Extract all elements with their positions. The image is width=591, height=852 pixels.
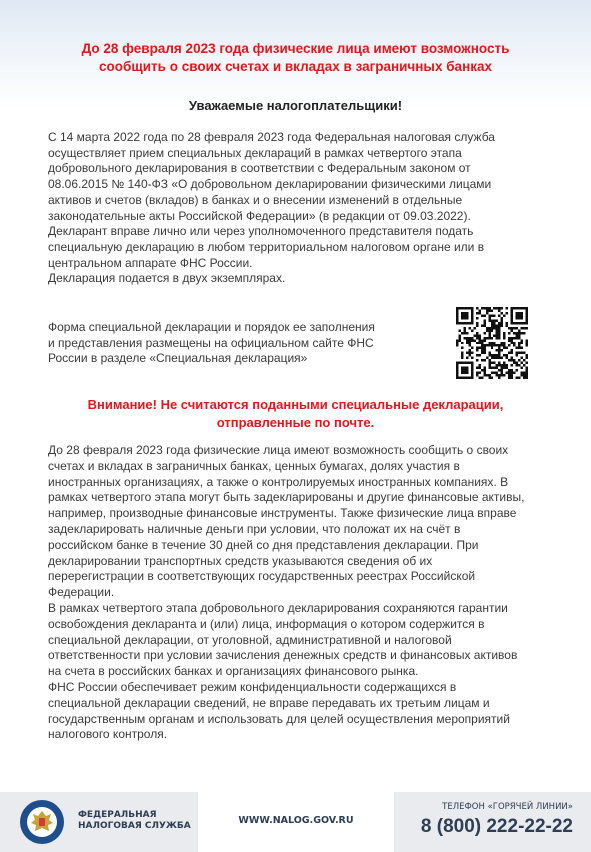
warning-line-1: Внимание! Не считаются поданными специальные декларации,: [87, 397, 504, 412]
text-line: осуществляет прием специальных деклараций в рамках четвертого этапа: [48, 145, 462, 160]
text-line: активов и счетов (вкладов) в банках и о внесении изменений в отдельные: [48, 192, 463, 207]
text-line: российском банке в течение 30 дней со дня представления декларации. При: [48, 537, 479, 552]
text-line: государственным органам и использовать для целей осуществления мероприятий: [48, 711, 510, 726]
org-name-line-1: ФЕДЕРАЛЬНАЯ: [78, 810, 157, 820]
text-line: налогового контроля.: [48, 727, 168, 742]
org-name-line-2: НАЛОГОВАЯ СЛУЖБА: [78, 821, 191, 831]
text-line: Форма специальной декларации и порядок ее заполнения: [48, 320, 375, 334]
text-line: Декларант вправе лично или через уполномоченного представителя подать: [48, 224, 474, 239]
text-line: и представления размещены на официальном сайте ФНС: [48, 335, 374, 350]
hotline-phone[interactable]: 8 (800) 222-22-22: [420, 816, 573, 837]
warning-line-2: отправленные по почте.: [216, 415, 375, 430]
text-line: Федерации.: [48, 585, 115, 600]
qr-code-icon[interactable]: [456, 307, 528, 379]
details-paragraph: [48, 443, 548, 743]
text-line: 08.06.2015 № 140-ФЗ «О добровольном декларировании физическими лицами: [48, 177, 492, 192]
text-line: С 14 марта 2022 года по 28 февраля 2023 года Федеральная налоговая служба: [48, 130, 495, 144]
text-line: ФНС России обеспечивает режим конфиденциальности содержащихся в: [48, 679, 457, 694]
org-name: [78, 810, 191, 832]
text-line: например, производные финансовые инструменты. Также физические лица вправе: [48, 506, 517, 521]
form-info-paragraph: [48, 320, 418, 367]
page-title: [40, 40, 551, 76]
text-line: задекларировать наличные деньги при условии, что положат их на счёт в: [48, 521, 461, 536]
text-line: специальной декларации сведений, не вправе передавать их третьим лицам и: [48, 695, 490, 710]
text-line: специальную декларацию в любом территориальном налоговом органе или в: [48, 239, 485, 254]
title-line-1: До 28 февраля 2023 года физические лица имеют возможность: [81, 41, 510, 56]
text-line: ответственности при условии зачисления денежных средств и финансовых активов: [48, 648, 518, 663]
fns-emblem-icon: [18, 798, 66, 846]
title-line-2: сообщить о своих счетах и вкладах в заграничных банках: [99, 59, 492, 74]
website-link[interactable]: WWW.NALOG.GOV.RU: [238, 815, 354, 826]
text-line: Декларация подается в двух экземплярах.: [48, 271, 286, 286]
hotline-label: ТЕЛЕФОН «ГОРЯЧЕЙ ЛИНИИ»: [442, 802, 573, 812]
text-line: До 28 февраля 2023 года физические лица имеют возможность сообщить о своих: [48, 443, 509, 457]
text-line: законодательные акты Российской Федерации» (в редакции от 09.03.2022).: [48, 208, 471, 223]
footer: [0, 792, 591, 852]
text-line: добровольного декларирования в соответствии с Федеральным законом от: [48, 161, 471, 176]
text-line: счетах и вкладах в заграничных банках, ценных бумагах, долях участия в: [48, 458, 460, 473]
greeting: Уважаемые налогоплательщики!: [188, 98, 403, 113]
text-line: центральном аппарате ФНС России.: [48, 255, 253, 270]
text-line: на счета в российских банках и организациях финансового рынка.: [48, 664, 419, 679]
text-line: специальной декларации, от уголовной, административной и налоговой: [48, 632, 452, 647]
text-line: иностранных организациях, а также о контролируемых иностранных компаниях. В: [48, 474, 509, 489]
text-line: рамках четвертого этапа могут быть задекларированы и другие финансовые активы,: [48, 490, 525, 505]
text-line: освобождения декларанта и (или) лица, информация о котором содержится в: [48, 616, 485, 631]
text-line: В рамках четвертого этапа добровольного декларирования сохраняются гарантии: [48, 600, 508, 615]
text-line: декларировании транспортных средств указываются сведения об их: [48, 553, 433, 568]
intro-paragraph: [48, 130, 540, 287]
text-line: перерегистрации в соответствующих государственных реестрах Российской: [48, 569, 476, 584]
text-line: России в разделе «Специальная декларация»: [48, 351, 308, 366]
warning-notice: [40, 396, 551, 432]
